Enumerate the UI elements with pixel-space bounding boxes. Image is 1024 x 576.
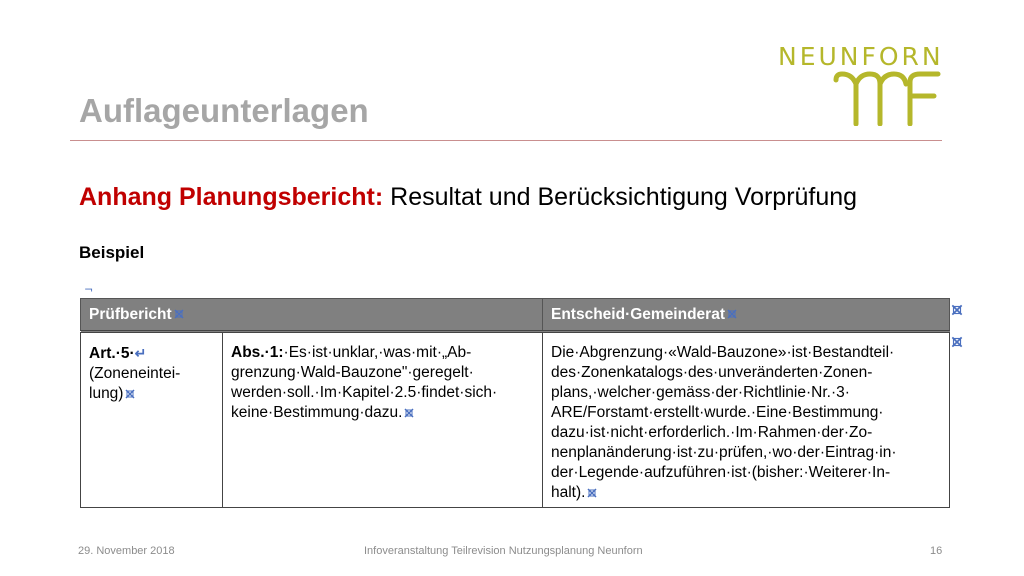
footer-title: Infoveranstaltung Teilrevision Nutzungsplanung Neunforn [364, 545, 643, 557]
row-end-mark-icon [950, 335, 964, 349]
cell-end-mark-icon [403, 407, 415, 419]
cell-finding [223, 332, 543, 508]
cell-text: des·Zonenkatalogs·des·unveränderten·Zonen- [551, 364, 873, 381]
cell-text: Die·Abgrenzung·«Wald-Bauzone»·ist·Bestandteil· [551, 344, 895, 361]
cell-text: halt). [551, 484, 586, 501]
cell-article [81, 332, 223, 508]
cell-text: nenplanänderung·ist·zu·prüfen,·wo·der·Eintrag·in· [551, 444, 897, 461]
paragraph-corner-icon: ¬ [84, 283, 94, 296]
footer-date: 29. November 2018 [78, 545, 175, 557]
header-label: Entscheid·Gemeinderat [551, 305, 725, 323]
cell-end-mark-icon [124, 388, 136, 400]
table-row [81, 332, 950, 508]
cell-text: dazu·ist·nicht·erforderlich.·Im·Rahmen·der·Zo- [551, 424, 873, 441]
section-label: Beispiel [79, 243, 145, 262]
cell-text: der·Legende·aufzuführen·ist·(bisher:·Weiterer·In- [551, 464, 891, 481]
cell-text: grenzung·Wald-Bauzone"·geregelt· [231, 364, 474, 381]
logo-mark-icon [830, 70, 942, 126]
cell-text: ·Es·ist·unklar,·was·mit·„Ab- [283, 344, 472, 361]
subtitle [79, 183, 857, 212]
cell-end-mark-icon [586, 487, 598, 499]
line-break-icon: ↵ [134, 345, 147, 361]
table-header-entscheid [543, 299, 950, 332]
header-label: Prüfbericht [89, 305, 172, 323]
title-divider [70, 140, 942, 141]
cell-end-mark-icon [173, 308, 185, 320]
page-number: 16 [930, 545, 943, 557]
cell-decision [543, 332, 950, 508]
report-table [80, 298, 950, 508]
cell-text: ARE/Forstamt·erstellt·wurde.·Eine·Bestimmung· [551, 404, 884, 421]
logo-text: NEUNFORN [778, 42, 944, 71]
cell-end-mark-icon [726, 308, 738, 320]
subtitle-rest: Resultat und Berücksichtigung Vorprüfung [383, 183, 858, 211]
cell-text: Abs.·1: [231, 344, 284, 361]
cell-text: Art.·5· [89, 345, 135, 362]
cell-text: keine·Bestimmung·dazu. [231, 404, 403, 421]
table-header-pruefbericht [81, 299, 543, 332]
neunforn-logo [778, 42, 948, 132]
cell-text: (Zoneneintei- [89, 365, 181, 382]
subtitle-bold: Anhang Planungsbericht: [79, 183, 384, 211]
cell-text: plans,·welcher·gemäss·der·Richtlinie·Nr.·3· [551, 384, 850, 401]
page-title: Auflageunterlagen [79, 92, 369, 129]
row-end-mark-icon [950, 303, 964, 317]
cell-text: werden·soll.·Im·Kapitel·2.5·findet·sich· [231, 384, 498, 401]
cell-text: lung) [89, 385, 124, 402]
